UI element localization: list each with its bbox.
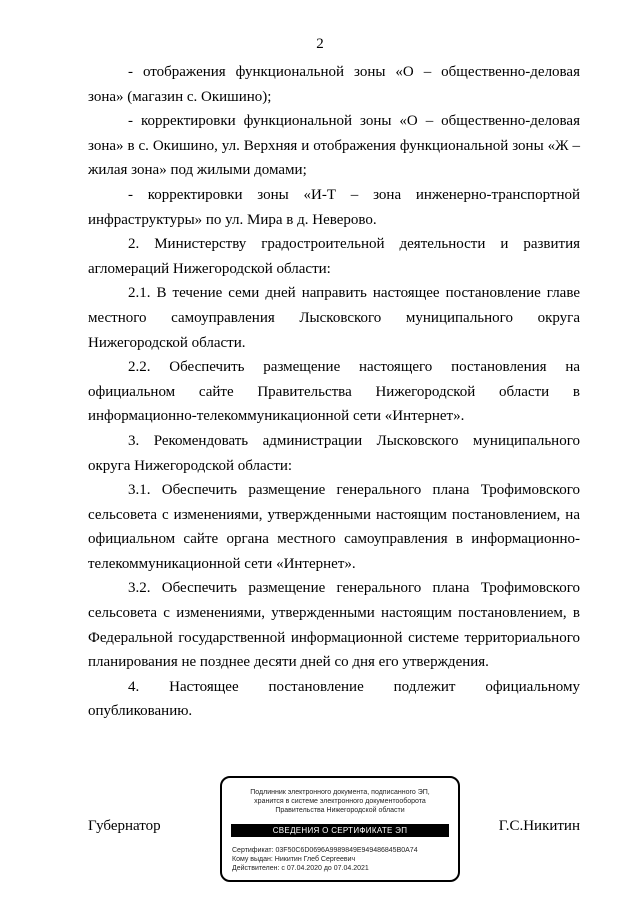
stamp-line: Правительства Нижегородской области xyxy=(275,807,405,814)
document-body xyxy=(88,60,580,724)
stamp-line: Подлинник электронного документа, подписанного ЭП, xyxy=(250,789,430,796)
stamp-certificate: Сертификат: 03F50C6D0696A9989849E949486845B0A74 xyxy=(232,847,418,854)
paragraph: 3. Рекомендовать администрации Лысковского муниципального округа Нижегородской области: xyxy=(88,432,580,474)
signatory-name: Г.С.Никитин xyxy=(498,818,580,834)
page-number: 2 xyxy=(316,36,324,52)
paragraph: - корректировки зоны «И-Т – зона инженерно-транспортной инфраструктуры» по ул. Мира в д. Неверово. xyxy=(88,186,580,228)
signatory-position: Губернатор xyxy=(88,818,161,834)
e-signature-stamp xyxy=(220,776,460,882)
stamp-validity: Действителен: с 07.04.2020 до 07.04.2021 xyxy=(232,865,369,872)
paragraph: 2.1. В течение семи дней направить настоящее постановление главе местного самоуправления Лысковского муниципального округа Нижегородской области. xyxy=(88,285,580,351)
paragraph: 2.2. Обеспечить размещение настоящего постановления на официальном сайте Правительства Нижегородской области в информационно-телекоммуникационной сети «Интернет». xyxy=(88,359,580,425)
stamp-issued-to: Кому выдан: Никитин Глеб Сергеевич xyxy=(232,856,356,863)
paragraph: - корректировки функциональной зоны «О – общественно-деловая зона» в с. Окишино, ул. Верхняя и отображения функциональной зоны «Ж – жилая зона» под жилыми домами; xyxy=(88,113,580,179)
paragraph: 3.2. Обеспечить размещение генерального плана Трофимовского сельсовета с изменениями, утвержденными настоящим постановлением, в Федеральной государственной информационной системе территориального планирования не позднее десяти дней со дня его утверждения. xyxy=(88,580,580,671)
paragraph: 2. Министерству градостроительной деятельности и развития агломераций Нижегородской области: xyxy=(88,236,580,277)
paragraph: 4. Настоящее постановление подлежит официальному опубликованию. xyxy=(88,678,580,720)
stamp-line: хранится в системе электронного документооборота xyxy=(254,798,426,805)
paragraph: - отображения функциональной зоны «О – общественно-деловая зона» (магазин с. Окишино); xyxy=(88,64,580,105)
paragraph: 3.1. Обеспечить размещение генерального плана Трофимовского сельсовета с изменениями, утвержденными настоящим постановлением, на официальном сайте органа местного самоуправления в информационно-телекоммуникационной сети «Интернет». xyxy=(88,482,580,572)
stamp-header: СВЕДЕНИЯ О СЕРТИФИКАТЕ ЭП xyxy=(231,824,449,837)
